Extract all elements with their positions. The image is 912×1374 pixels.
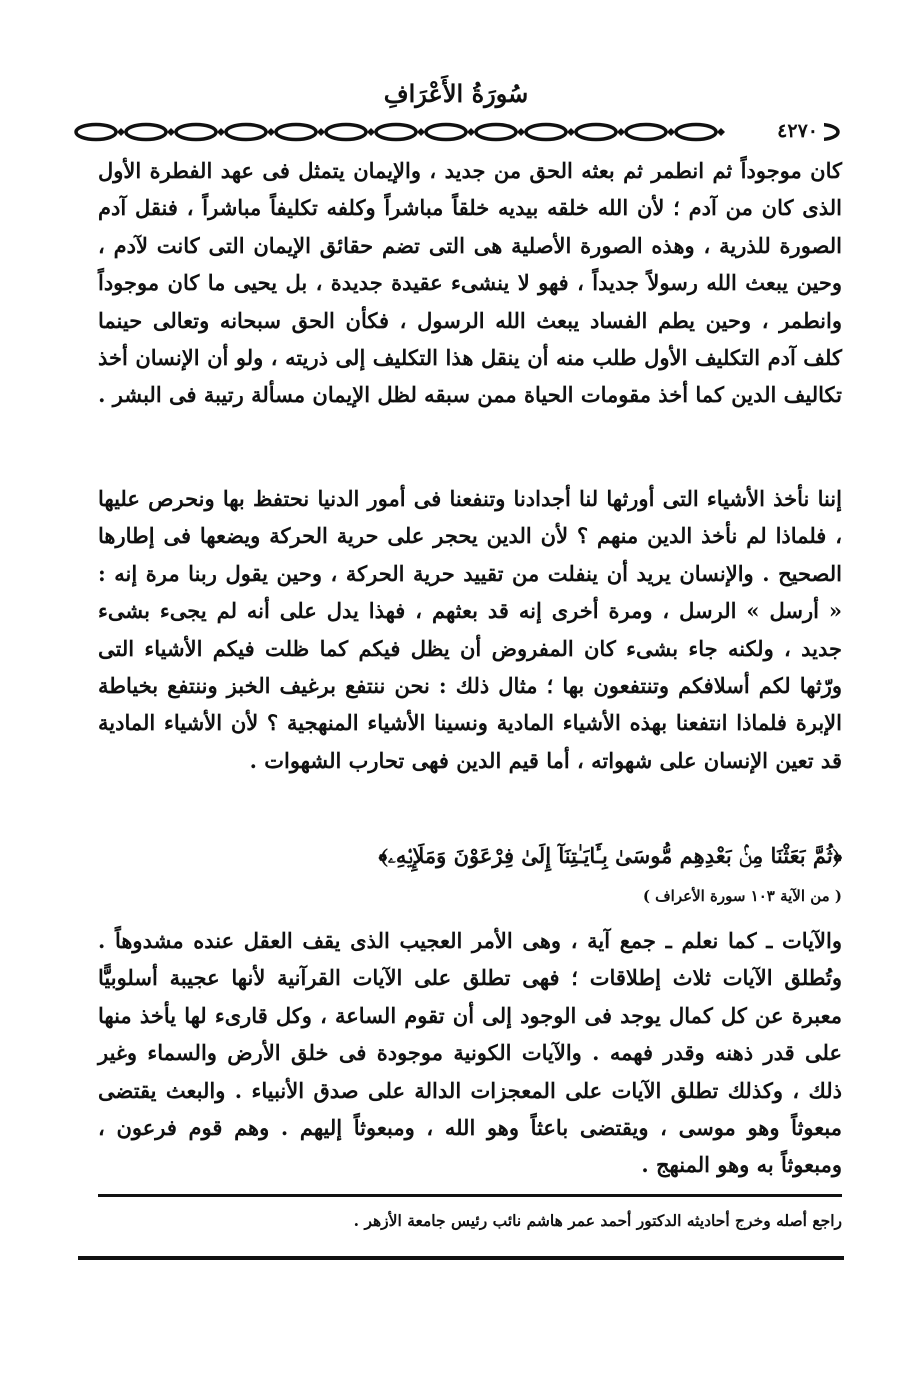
quran-verse: ﴿ثُمَّ بَعَثْنَا مِنۢ بَعْدِهِم مُّوسَىٰ بِـَٔايَـٰتِنَآ إِلَىٰ فِرْعَوْنَ وَمَلَإِي۟هِۦ﴾: [378, 843, 842, 868]
body-paragraph-1: [98, 152, 842, 414]
paragraph-text: كان موجوداً ثم انطمر ثم بعثه الحق من جديد ، والإيمان يتمثل فى عهد الفطرة الأول الذى كان من آدم ؛ لأن الله خلقه بيديه خلقاً مباشراً وكلفه تكليفاً مباشراً ، فنقل آدم الصورة للذرية ، وهذه الصورة الأصلية هى التى تضم حقائق الإيمان التى كانت لآدم ، وحين يبعث الله رسولاً جديداً ، فهو لا ينشىء عقيدة جديدة ، بل يحيى ما كان موجوداً وانطمر ، وحين يطم الفساد يبعث الله الرسول ، فكأن الحق سبحانه وتعالى حينما كلف آدم التكليف الأول طلب منه أن ينقل هذا التكليف إلى ذريته ، ولو أن الإنسان أخذ تكاليف الدين كما أخذ مقومات الحياة ممن سبقه لظل الإيمان مسألة رتيبة فى البشر .: [98, 158, 842, 408]
footnote: راجع أصله وخرج أحاديثه الدكتور أحمد عمر هاشم نائب رئيس جامعة الأزهر .: [353, 1211, 842, 1230]
paragraph-text: إننا نأخذ الأشياء التى أورثها لنا أجدادنا وتنفعنا فى أمور الدنيا نحتفظ بها ونحرص عليها ، فلماذا لم نأخذ الدين منهم ؟ لأن الدين يحجر على حرية الحركة ويضعها فى إطارها الصحيح . والإنسان يريد أن ينفلت من تقييد حرية الحركة ، وحين يقول ربنا مرة إنه : « أرسل » الرسل ، ومرة أخرى إنه قد بعثهم ، فهذا يدل على أنه لم يجىء بشىء جديد ، ولكنه جاء بشىء كان المفروض أن يظل فيكم كما ظلت فيكم الأشياء التى ورّثها لكم أسلافكم وتنتفعون بها ؛ مثال ذلك : نحن ننتفع برغيف الخبز وننتفع بخياطة الإبرة فلماذا انتفعنا بهذه الأشياء المادية ونسينا الأشياء المنهجية ؟ لأن الأشياء المادية قد تعين الإنسان على شهواته ، أما قيم الدين فهى تحارب الشهوات .: [98, 486, 842, 773]
verse-reference: ( من الآية ١٠٣ سورة الأعراف ): [642, 887, 842, 905]
ornament-chain-icon: [72, 120, 842, 144]
body-paragraph-3: [98, 922, 842, 1184]
bottom-rule: [78, 1256, 844, 1260]
body-paragraph-2: [98, 480, 842, 779]
surah-title: سُورَةُ الأَعْرَافِ: [383, 79, 529, 108]
header-ornament-border: [72, 120, 842, 144]
footnote-separator: [98, 1194, 842, 1197]
page-number: ٤٢٧٠: [771, 118, 824, 144]
paragraph-text: والآيات ـ كما نعلم ـ جمع آية ، وهى الأمر العجيب الذى يقف العقل عنده مشدوهاً . وتُطلق الآيات ثلاث إطلاقات ؛ فهى تطلق على الآيات القرآنية لأنها عجيبة أسلوبيًّا معبرة عن كل كمال يوجد فى الوجود إلى أن تقوم الساعة ، وكل قارىء لها يأخذ منها على قدر ذهنه وقدر فهمه . والآيات الكونية موجودة فى خلق الأرض والسماء وغير ذلك ، وكذلك تطلق الآيات على المعجزات الدالة على صدق الأنبياء . والبعث يقتضى مبعوثاً وهو موسى ، ويقتضى باعثاً وهو الله ، ومبعوثاً إليهم . وهم قوم فرعون ، ومبعوثاً به وهو المنهج .: [98, 928, 842, 1178]
